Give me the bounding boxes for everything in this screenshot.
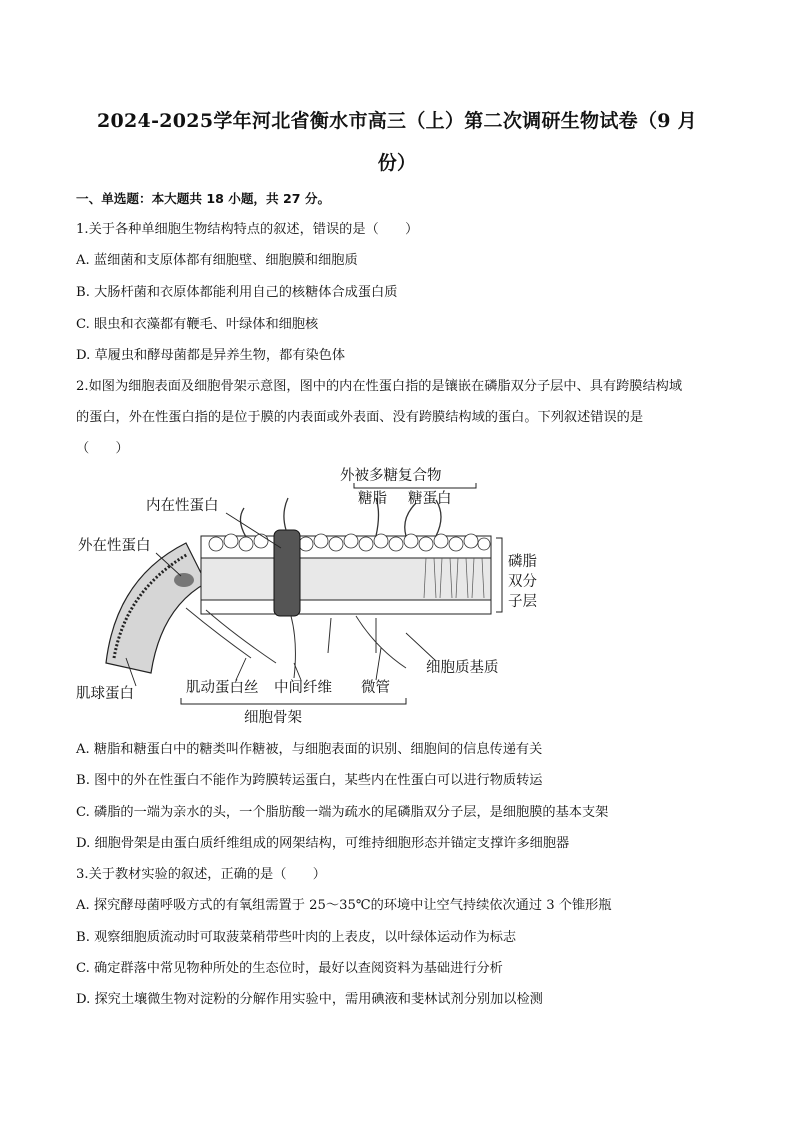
label-bilayer-3: 子层 <box>508 594 537 610</box>
question-1-option-c: C. 眼虫和衣藻都有鞭毛、叶绿体和细胞核 <box>76 317 319 332</box>
label-cytoskeleton: 细胞骨架 <box>244 710 302 726</box>
question-1-option-a: A. 蓝细菌和支原体都有细胞壁、细胞膜和细胞质 <box>76 253 358 268</box>
label-integral-protein: 内在性蛋白 <box>146 498 219 514</box>
question-3-stem: 3.关于教材实验的叙述，正确的是（ ） <box>76 867 326 882</box>
question-2-stem-line-2: 的蛋白，外在性蛋白指的是位于膜的内表面或外表面、没有跨膜结构域的蛋白。下列叙述错误的是 <box>76 410 644 425</box>
label-bilayer-1: 磷脂 <box>508 554 537 570</box>
label-myoglobin: 肌球蛋白 <box>76 686 134 702</box>
label-actin-filament: 肌动蛋白丝 <box>186 680 259 696</box>
integral-protein-shape <box>274 530 300 616</box>
question-3-option-d: D. 探究土壤微生物对淀粉的分解作用实验中，需用碘液和斐林试剂分别加以检测 <box>76 992 543 1007</box>
question-2-stem-line-3: （ ） <box>76 441 129 456</box>
cytoskeleton-bracket <box>181 698 406 704</box>
label-microtubule: 微管 <box>361 680 390 696</box>
question-2-stem-line-1: 2.如图为细胞表面及细胞骨架示意图，图中的内在性蛋白指的是镶嵌在磷脂双分子层中、具有跨膜结构域 <box>76 379 683 394</box>
question-1-option-d: D. 草履虫和酵母菌都是异养生物，都有染色体 <box>76 348 346 363</box>
question-1-option-b: B. 大肠杆菌和衣原体都能利用自己的核糖体合成蛋白质 <box>76 285 398 300</box>
label-glycoprotein: 糖蛋白 <box>408 491 452 507</box>
exam-title-line-2: 份） <box>377 152 417 174</box>
label-peripheral-protein: 外在性蛋白 <box>78 538 151 554</box>
membrane-diagram <box>76 458 546 728</box>
bilayer-bottom-heads <box>201 600 491 614</box>
bilayer-tails <box>201 558 491 600</box>
question-1-stem: 1.关于各种单细胞生物结构特点的叙述，错误的是（ ） <box>76 222 419 237</box>
label-cytoplasmic-matrix: 细胞质基质 <box>426 660 499 676</box>
question-3-option-c: C. 确定群落中常见物种所处的生态位时，最好以查阅资料为基础进行分析 <box>76 961 503 976</box>
question-2-option-d: D. 细胞骨架是由蛋白质纤维组成的网架结构，可维持细胞形态并锚定支撑许多细胞器 <box>76 836 570 851</box>
exam-title-line-1: 2024-2025学年河北省衡水市高三（上）第二次调研生物试卷（9 月 <box>97 110 697 132</box>
curved-membrane <box>106 543 206 673</box>
cell-membrane-figure <box>76 458 546 728</box>
section-heading: 一、单选题：本大题共 18 小题，共 27 分。 <box>76 191 331 206</box>
label-intermediate-filament: 中间纤维 <box>274 680 332 696</box>
label-bilayer-2: 双分 <box>508 574 537 590</box>
peripheral-protein-shape <box>174 573 194 587</box>
label-glycolipid: 糖脂 <box>358 491 387 507</box>
question-3-option-a: A. 探究酵母菌呼吸方式的有氧组需置于 25～35℃的环境中让空气持续依次通过 3 个锥形瓶 <box>76 898 612 913</box>
question-2-option-a: A. 糖脂和糖蛋白中的糖类叫作糖被，与细胞表面的识别、细胞间的信息传递有关 <box>76 742 543 757</box>
bilayer-bracket <box>496 538 502 612</box>
question-2-option-c: C. 磷脂的一端为亲水的头，一个脂肪酸一端为疏水的尾磷脂双分子层，是细胞膜的基本支架 <box>76 805 609 820</box>
question-3-option-b: B. 观察细胞质流动时可取菠菜稍带些叶肉的上表皮，以叶绿体运动作为标志 <box>76 930 517 945</box>
label-glycocalyx: 外被多糖复合物 <box>340 468 442 484</box>
question-2-option-b: B. 图中的外在性蛋白不能作为跨膜转运蛋白，某些内在性蛋白可以进行物质转运 <box>76 773 543 788</box>
